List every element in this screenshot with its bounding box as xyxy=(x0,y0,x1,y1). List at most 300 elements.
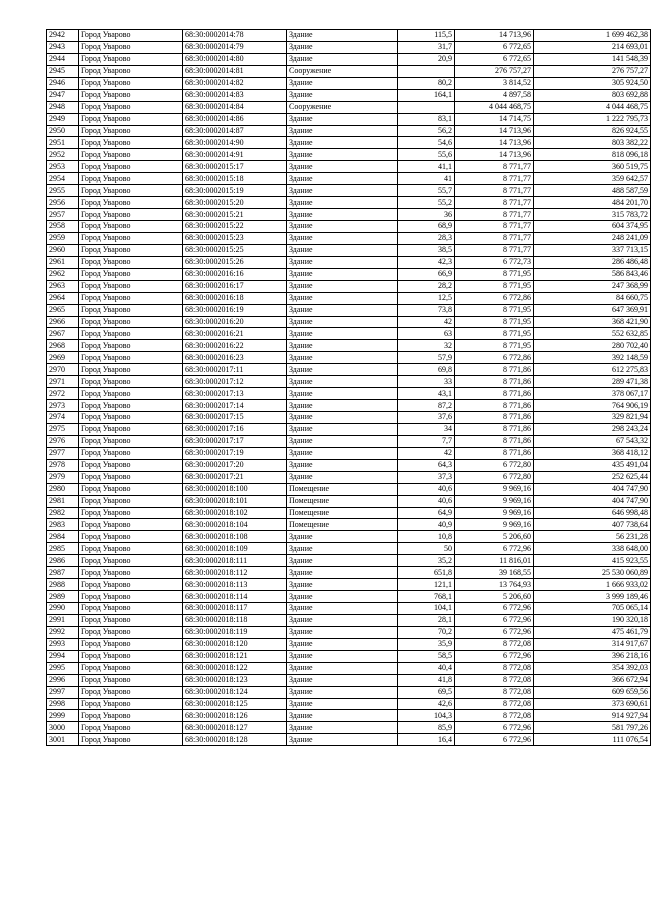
table-row xyxy=(47,77,651,89)
city-cell: Город Уварово xyxy=(79,650,183,662)
city-cell: Город Уварово xyxy=(79,662,183,674)
total-value-cell: 646 998,48 xyxy=(534,507,651,519)
city-cell: Город Уварово xyxy=(79,603,183,615)
unit-price-cell: 9 969,16 xyxy=(455,495,534,507)
row-number: 2997 xyxy=(47,686,79,698)
unit-price-cell: 8 771,86 xyxy=(455,447,534,459)
cadastral-number-cell: 68:30:0002016:19 xyxy=(183,304,287,316)
row-number: 2986 xyxy=(47,555,79,567)
unit-price-cell: 13 764,93 xyxy=(455,579,534,591)
cadastral-number-cell: 68:30:0002015:17 xyxy=(183,161,287,173)
cadastral-number-cell: 68:30:0002018:114 xyxy=(183,591,287,603)
area-cell: 41,8 xyxy=(398,674,455,686)
city-cell: Город Уварово xyxy=(79,400,183,412)
row-number: 2957 xyxy=(47,209,79,221)
city-cell: Город Уварово xyxy=(79,674,183,686)
row-number: 2949 xyxy=(47,113,79,125)
city-cell: Город Уварово xyxy=(79,197,183,209)
city-cell: Город Уварово xyxy=(79,423,183,435)
table-row xyxy=(47,722,651,734)
area-cell: 58,5 xyxy=(398,650,455,662)
cadastral-number-cell: 68:30:0002014:83 xyxy=(183,89,287,101)
area-cell: 10,8 xyxy=(398,531,455,543)
object-type-cell: Сооружение xyxy=(287,101,398,113)
cadastral-number-cell: 68:30:0002016:21 xyxy=(183,328,287,340)
area-cell: 40,6 xyxy=(398,483,455,495)
table-row xyxy=(47,221,651,233)
row-number: 2990 xyxy=(47,603,79,615)
table-row xyxy=(47,567,651,579)
row-number: 2976 xyxy=(47,435,79,447)
object-type-cell: Здание xyxy=(287,244,398,256)
object-type-cell: Здание xyxy=(287,435,398,447)
unit-price-cell: 4 897,58 xyxy=(455,89,534,101)
object-type-cell: Здание xyxy=(287,423,398,435)
cadastral-number-cell: 68:30:0002016:23 xyxy=(183,352,287,364)
cadastral-number-cell: 68:30:0002018:127 xyxy=(183,722,287,734)
cadastral-number-cell: 68:30:0002016:16 xyxy=(183,268,287,280)
total-value-cell: 586 843,46 xyxy=(534,268,651,280)
row-number: 2993 xyxy=(47,638,79,650)
area-cell: 164,1 xyxy=(398,89,455,101)
object-type-cell: Здание xyxy=(287,328,398,340)
total-value-cell: 252 625,44 xyxy=(534,471,651,483)
cadastral-number-cell: 68:30:0002016:22 xyxy=(183,340,287,352)
city-cell: Город Уварово xyxy=(79,447,183,459)
unit-price-cell: 8 771,77 xyxy=(455,244,534,256)
area-cell: 50 xyxy=(398,543,455,555)
unit-price-cell: 11 816,01 xyxy=(455,555,534,567)
table-row xyxy=(47,137,651,149)
city-cell: Город Уварово xyxy=(79,268,183,280)
total-value-cell: 581 797,26 xyxy=(534,722,651,734)
row-number: 2978 xyxy=(47,459,79,471)
total-value-cell: 378 067,17 xyxy=(534,388,651,400)
object-type-cell: Здание xyxy=(287,209,398,221)
unit-price-cell: 6 772,65 xyxy=(455,53,534,65)
row-number: 2991 xyxy=(47,614,79,626)
object-type-cell: Здание xyxy=(287,173,398,185)
cadastral-number-cell: 68:30:0002018:111 xyxy=(183,555,287,567)
city-cell: Город Уварово xyxy=(79,519,183,531)
table-row xyxy=(47,603,651,615)
table-row xyxy=(47,53,651,65)
object-type-cell: Здание xyxy=(287,400,398,412)
table-row xyxy=(47,531,651,543)
unit-price-cell: 8 772,08 xyxy=(455,674,534,686)
object-type-cell: Здание xyxy=(287,555,398,567)
area-cell: 7,7 xyxy=(398,435,455,447)
unit-price-cell: 8 772,08 xyxy=(455,686,534,698)
table-row xyxy=(47,555,651,567)
city-cell: Город Уварово xyxy=(79,459,183,471)
cadastral-number-cell: 68:30:0002017:20 xyxy=(183,459,287,471)
area-cell: 83,1 xyxy=(398,113,455,125)
area-cell: 57,9 xyxy=(398,352,455,364)
area-cell: 32 xyxy=(398,340,455,352)
row-number: 2952 xyxy=(47,149,79,161)
table-row xyxy=(47,507,651,519)
row-number: 2982 xyxy=(47,507,79,519)
row-number: 2961 xyxy=(47,256,79,268)
total-value-cell: 247 368,99 xyxy=(534,280,651,292)
cadastral-number-cell: 68:30:0002014:91 xyxy=(183,149,287,161)
unit-price-cell: 6 772,86 xyxy=(455,352,534,364)
unit-price-cell: 6 772,96 xyxy=(455,614,534,626)
city-cell: Город Уварово xyxy=(79,161,183,173)
area-cell: 42 xyxy=(398,316,455,328)
area-cell: 28,3 xyxy=(398,232,455,244)
cadastral-number-cell: 68:30:0002015:19 xyxy=(183,185,287,197)
city-cell: Город Уварово xyxy=(79,638,183,650)
total-value-cell: 56 231,28 xyxy=(534,531,651,543)
table-row xyxy=(47,209,651,221)
object-type-cell: Здание xyxy=(287,53,398,65)
area-cell: 42 xyxy=(398,447,455,459)
row-number: 2975 xyxy=(47,423,79,435)
row-number: 2970 xyxy=(47,364,79,376)
table-row xyxy=(47,41,651,53)
total-value-cell: 67 543,32 xyxy=(534,435,651,447)
object-type-cell: Здание xyxy=(287,113,398,125)
city-cell: Город Уварово xyxy=(79,328,183,340)
cadastral-number-cell: 68:30:0002018:124 xyxy=(183,686,287,698)
cadastral-number-cell: 68:30:0002018:125 xyxy=(183,698,287,710)
cadastral-number-cell: 68:30:0002014:90 xyxy=(183,137,287,149)
property-table xyxy=(46,29,651,746)
table-row xyxy=(47,376,651,388)
row-number: 2943 xyxy=(47,41,79,53)
row-number: 2946 xyxy=(47,77,79,89)
total-value-cell: 404 747,90 xyxy=(534,483,651,495)
city-cell: Город Уварово xyxy=(79,316,183,328)
table-row xyxy=(47,495,651,507)
total-value-cell: 338 648,00 xyxy=(534,543,651,555)
area-cell: 63 xyxy=(398,328,455,340)
area-cell: 16,4 xyxy=(398,734,455,746)
total-value-cell: 329 821,94 xyxy=(534,412,651,424)
area-cell: 33 xyxy=(398,376,455,388)
table-row xyxy=(47,244,651,256)
unit-price-cell: 8 771,95 xyxy=(455,280,534,292)
total-value-cell: 373 690,61 xyxy=(534,698,651,710)
area-cell: 40,4 xyxy=(398,662,455,674)
unit-price-cell: 8 772,08 xyxy=(455,710,534,722)
row-number: 2958 xyxy=(47,221,79,233)
row-number: 2979 xyxy=(47,471,79,483)
unit-price-cell: 8 771,86 xyxy=(455,376,534,388)
unit-price-cell: 8 771,77 xyxy=(455,173,534,185)
cadastral-number-cell: 68:30:0002015:21 xyxy=(183,209,287,221)
total-value-cell: 190 320,18 xyxy=(534,614,651,626)
cadastral-number-cell: 68:30:0002018:100 xyxy=(183,483,287,495)
unit-price-cell: 8 771,77 xyxy=(455,232,534,244)
object-type-cell: Здание xyxy=(287,316,398,328)
cadastral-number-cell: 68:30:0002018:122 xyxy=(183,662,287,674)
object-type-cell: Здание xyxy=(287,388,398,400)
unit-price-cell: 6 772,96 xyxy=(455,603,534,615)
area-cell: 69,5 xyxy=(398,686,455,698)
total-value-cell: 764 906,19 xyxy=(534,400,651,412)
total-value-cell: 314 917,67 xyxy=(534,638,651,650)
object-type-cell: Здание xyxy=(287,603,398,615)
total-value-cell: 435 491,04 xyxy=(534,459,651,471)
city-cell: Город Уварово xyxy=(79,626,183,638)
table-row xyxy=(47,579,651,591)
city-cell: Город Уварово xyxy=(79,65,183,77)
total-value-cell: 647 369,91 xyxy=(534,304,651,316)
object-type-cell: Здание xyxy=(287,650,398,662)
table-row xyxy=(47,65,651,77)
object-type-cell: Здание xyxy=(287,614,398,626)
total-value-cell: 803 692,88 xyxy=(534,89,651,101)
total-value-cell: 286 486,48 xyxy=(534,256,651,268)
object-type-cell: Здание xyxy=(287,638,398,650)
area-cell xyxy=(398,101,455,113)
table-row xyxy=(47,125,651,137)
area-cell: 80,2 xyxy=(398,77,455,89)
table-row xyxy=(47,519,651,531)
total-value-cell: 4 044 468,75 xyxy=(534,101,651,113)
row-number: 2953 xyxy=(47,161,79,173)
cadastral-number-cell: 68:30:0002014:84 xyxy=(183,101,287,113)
cadastral-number-cell: 68:30:0002018:128 xyxy=(183,734,287,746)
table-row xyxy=(47,364,651,376)
city-cell: Город Уварово xyxy=(79,507,183,519)
total-value-cell: 475 461,79 xyxy=(534,626,651,638)
table-row xyxy=(47,734,651,746)
table-row xyxy=(47,268,651,280)
object-type-cell: Здание xyxy=(287,304,398,316)
table-row xyxy=(47,471,651,483)
cadastral-number-cell: 68:30:0002017:16 xyxy=(183,423,287,435)
property-table-body xyxy=(47,30,651,746)
city-cell: Город Уварово xyxy=(79,376,183,388)
total-value-cell: 214 693,01 xyxy=(534,41,651,53)
object-type-cell: Сооружение xyxy=(287,65,398,77)
object-type-cell: Здание xyxy=(287,376,398,388)
area-cell: 69,8 xyxy=(398,364,455,376)
city-cell: Город Уварово xyxy=(79,579,183,591)
table-row xyxy=(47,650,651,662)
city-cell: Город Уварово xyxy=(79,125,183,137)
cadastral-number-cell: 68:30:0002015:23 xyxy=(183,232,287,244)
cadastral-number-cell: 68:30:0002018:118 xyxy=(183,614,287,626)
object-type-cell: Здание xyxy=(287,280,398,292)
total-value-cell: 1 222 795,73 xyxy=(534,113,651,125)
cadastral-number-cell: 68:30:0002015:25 xyxy=(183,244,287,256)
unit-price-cell: 6 772,96 xyxy=(455,734,534,746)
row-number: 2968 xyxy=(47,340,79,352)
cadastral-number-cell: 68:30:0002017:17 xyxy=(183,435,287,447)
area-cell: 20,9 xyxy=(398,53,455,65)
city-cell: Город Уварово xyxy=(79,53,183,65)
row-number: 2980 xyxy=(47,483,79,495)
cadastral-number-cell: 68:30:0002017:14 xyxy=(183,400,287,412)
object-type-cell: Здание xyxy=(287,662,398,674)
total-value-cell: 609 659,56 xyxy=(534,686,651,698)
table-row xyxy=(47,256,651,268)
city-cell: Город Уварово xyxy=(79,30,183,42)
city-cell: Город Уварово xyxy=(79,388,183,400)
row-number: 2948 xyxy=(47,101,79,113)
row-number: 2951 xyxy=(47,137,79,149)
unit-price-cell: 14 713,96 xyxy=(455,125,534,137)
object-type-cell: Здание xyxy=(287,531,398,543)
city-cell: Город Уварово xyxy=(79,471,183,483)
total-value-cell: 276 757,27 xyxy=(534,65,651,77)
city-cell: Город Уварово xyxy=(79,543,183,555)
city-cell: Город Уварово xyxy=(79,555,183,567)
row-number: 2999 xyxy=(47,710,79,722)
area-cell: 55,6 xyxy=(398,149,455,161)
city-cell: Город Уварово xyxy=(79,412,183,424)
unit-price-cell: 9 969,16 xyxy=(455,483,534,495)
unit-price-cell: 9 969,16 xyxy=(455,519,534,531)
area-cell: 37,3 xyxy=(398,471,455,483)
total-value-cell: 289 471,38 xyxy=(534,376,651,388)
table-row xyxy=(47,626,651,638)
city-cell: Город Уварово xyxy=(79,734,183,746)
cadastral-number-cell: 68:30:0002014:79 xyxy=(183,41,287,53)
row-number: 2963 xyxy=(47,280,79,292)
unit-price-cell: 8 771,95 xyxy=(455,304,534,316)
table-row xyxy=(47,662,651,674)
row-number: 2973 xyxy=(47,400,79,412)
cadastral-number-cell: 68:30:0002018:126 xyxy=(183,710,287,722)
area-cell: 87,2 xyxy=(398,400,455,412)
object-type-cell: Здание xyxy=(287,89,398,101)
city-cell: Город Уварово xyxy=(79,221,183,233)
city-cell: Город Уварово xyxy=(79,89,183,101)
city-cell: Город Уварово xyxy=(79,340,183,352)
row-number: 2967 xyxy=(47,328,79,340)
city-cell: Город Уварово xyxy=(79,113,183,125)
row-number: 2955 xyxy=(47,185,79,197)
object-type-cell: Здание xyxy=(287,137,398,149)
cadastral-number-cell: 68:30:0002017:13 xyxy=(183,388,287,400)
object-type-cell: Здание xyxy=(287,77,398,89)
area-cell: 70,2 xyxy=(398,626,455,638)
total-value-cell: 803 382,22 xyxy=(534,137,651,149)
row-number: 2945 xyxy=(47,65,79,77)
row-number: 2972 xyxy=(47,388,79,400)
total-value-cell: 360 519,75 xyxy=(534,161,651,173)
unit-price-cell: 8 771,95 xyxy=(455,268,534,280)
object-type-cell: Здание xyxy=(287,256,398,268)
city-cell: Город Уварово xyxy=(79,495,183,507)
object-type-cell: Здание xyxy=(287,232,398,244)
city-cell: Город Уварово xyxy=(79,173,183,185)
object-type-cell: Здание xyxy=(287,197,398,209)
area-cell: 43,1 xyxy=(398,388,455,400)
table-row xyxy=(47,674,651,686)
unit-price-cell: 6 772,65 xyxy=(455,41,534,53)
city-cell: Город Уварово xyxy=(79,435,183,447)
unit-price-cell: 4 044 468,75 xyxy=(455,101,534,113)
unit-price-cell: 5 206,60 xyxy=(455,531,534,543)
object-type-cell: Здание xyxy=(287,149,398,161)
cadastral-number-cell: 68:30:0002018:121 xyxy=(183,650,287,662)
row-number: 2983 xyxy=(47,519,79,531)
cadastral-number-cell: 68:30:0002016:20 xyxy=(183,316,287,328)
row-number: 2950 xyxy=(47,125,79,137)
unit-price-cell: 8 772,08 xyxy=(455,662,534,674)
area-cell: 64,3 xyxy=(398,459,455,471)
table-row xyxy=(47,400,651,412)
object-type-cell: Здание xyxy=(287,41,398,53)
total-value-cell: 315 783,72 xyxy=(534,209,651,221)
total-value-cell: 415 923,55 xyxy=(534,555,651,567)
unit-price-cell: 6 772,86 xyxy=(455,292,534,304)
table-row xyxy=(47,686,651,698)
cadastral-number-cell: 68:30:0002016:18 xyxy=(183,292,287,304)
table-row xyxy=(47,710,651,722)
cadastral-number-cell: 68:30:0002018:102 xyxy=(183,507,287,519)
object-type-cell: Здание xyxy=(287,591,398,603)
area-cell: 55,2 xyxy=(398,197,455,209)
row-number: 2998 xyxy=(47,698,79,710)
city-cell: Город Уварово xyxy=(79,531,183,543)
object-type-cell: Здание xyxy=(287,352,398,364)
area-cell: 38,5 xyxy=(398,244,455,256)
unit-price-cell: 276 757,27 xyxy=(455,65,534,77)
object-type-cell: Здание xyxy=(287,698,398,710)
area-cell: 73,8 xyxy=(398,304,455,316)
object-type-cell: Помещение xyxy=(287,495,398,507)
row-number: 2989 xyxy=(47,591,79,603)
table-row xyxy=(47,232,651,244)
cadastral-number-cell: 68:30:0002018:109 xyxy=(183,543,287,555)
city-cell: Город Уварово xyxy=(79,591,183,603)
table-row xyxy=(47,543,651,555)
unit-price-cell: 14 714,75 xyxy=(455,113,534,125)
city-cell: Город Уварово xyxy=(79,614,183,626)
area-cell: 55,7 xyxy=(398,185,455,197)
table-row xyxy=(47,30,651,42)
row-number: 2966 xyxy=(47,316,79,328)
cadastral-number-cell: 68:30:0002017:12 xyxy=(183,376,287,388)
object-type-cell: Помещение xyxy=(287,483,398,495)
unit-price-cell: 8 771,86 xyxy=(455,364,534,376)
total-value-cell: 404 747,90 xyxy=(534,495,651,507)
total-value-cell: 396 218,16 xyxy=(534,650,651,662)
cadastral-number-cell: 68:30:0002018:120 xyxy=(183,638,287,650)
total-value-cell: 552 632,85 xyxy=(534,328,651,340)
city-cell: Город Уварово xyxy=(79,483,183,495)
row-number: 2942 xyxy=(47,30,79,42)
total-value-cell: 84 660,75 xyxy=(534,292,651,304)
area-cell: 121,1 xyxy=(398,579,455,591)
total-value-cell: 392 148,59 xyxy=(534,352,651,364)
row-number: 2969 xyxy=(47,352,79,364)
city-cell: Город Уварово xyxy=(79,232,183,244)
object-type-cell: Здание xyxy=(287,567,398,579)
area-cell: 66,9 xyxy=(398,268,455,280)
table-row xyxy=(47,280,651,292)
city-cell: Город Уварово xyxy=(79,256,183,268)
total-value-cell: 407 738,64 xyxy=(534,519,651,531)
area-cell: 42,3 xyxy=(398,256,455,268)
table-row xyxy=(47,89,651,101)
cadastral-number-cell: 68:30:0002015:20 xyxy=(183,197,287,209)
row-number: 2947 xyxy=(47,89,79,101)
object-type-cell: Здание xyxy=(287,543,398,555)
row-number: 2956 xyxy=(47,197,79,209)
object-type-cell: Помещение xyxy=(287,519,398,531)
area-cell: 28,1 xyxy=(398,614,455,626)
row-number: 3000 xyxy=(47,722,79,734)
